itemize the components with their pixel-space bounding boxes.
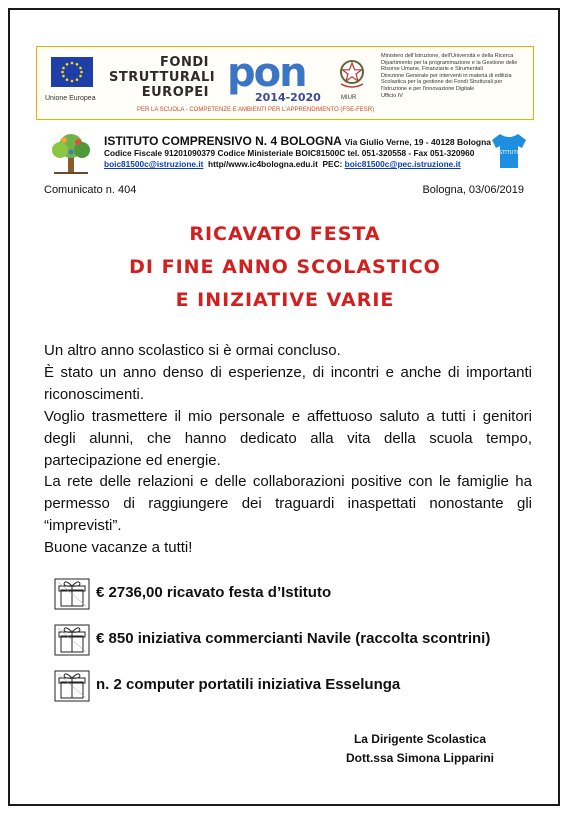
body-paragraph: La rete delle relazioni e delle collaborazioni positive con le famiglie ha permesso di raggiungere dei traguardi inaspettati nonostante gli “imprevisti”.: [44, 473, 532, 535]
tshirt-icon: [488, 132, 530, 170]
signature-role: La Dirigente Scolastica: [353, 732, 487, 746]
school-tree-logo-icon: [44, 130, 98, 176]
italian-emblem-icon: [337, 57, 367, 91]
list-item-text: n. 2 computer portatili iniziativa Esselunga: [96, 676, 401, 693]
ministry-line: Dipartimento per la programmazione e la Gestione delle: [381, 59, 518, 66]
body-paragraph: Un altro anno scolastico si è ormai concluso.: [44, 342, 341, 359]
list-item-text: € 2736,00 ricavato festa d’Istituto: [96, 584, 332, 601]
fondi-line: STRUTTURALI: [109, 70, 216, 85]
school-header: [104, 136, 494, 170]
school-email-link[interactable]: boic81500c@istruzione.it: [104, 159, 204, 169]
title-line: RICAVATO FESTA: [189, 223, 381, 245]
fondi-line: EUROPEI: [141, 85, 209, 100]
school-address: Via Giulio Verne, 19 - 40128 Bologna: [344, 137, 491, 147]
pon-years: 2014-2020: [255, 91, 321, 104]
gift-icon: [54, 670, 90, 702]
eu-label: Unione Europea: [45, 95, 96, 102]
title-line: DI FINE ANNO SCOLASTICO: [129, 256, 441, 278]
ministry-line: Scolastica per la gestione dei Fondi Strutturali per: [381, 79, 503, 86]
tshirt-text: ISTITUTO: [497, 150, 521, 156]
list-item: [54, 674, 534, 720]
ministry-line: Ministero dell'Istruzione, dell'Università e della Ricerca: [381, 53, 514, 59]
signature-name: Dott.ssa Simona Lipparini: [345, 751, 495, 765]
fondi-line: FONDI: [160, 55, 209, 70]
document-date: Bologna, 03/06/2019: [422, 184, 524, 196]
eu-flag-icon: [51, 57, 93, 87]
body-text: [44, 340, 532, 559]
pec-label: PEC:: [322, 159, 343, 169]
ministry-line: l'Istruzione e per l'innovazione Digitale: [381, 85, 475, 92]
pon-logo: [227, 50, 323, 104]
gift-icon: [54, 624, 90, 656]
body-paragraph: Voglio trasmettere il mio personale e affettuoso saluto a tutti i genitori degli alunni, che hanno dedicato alla vita della scuola tempo, partecipazione ed energie.: [44, 407, 532, 469]
school-pec-link[interactable]: boic81500c@pec.istruzione.it: [344, 159, 461, 169]
miur-label: MIUR: [341, 95, 357, 101]
list-item: [54, 628, 534, 674]
pon-logo-text: pon: [227, 50, 306, 96]
comunicato-number: Comunicato n. 404: [44, 184, 137, 196]
signature-block: [300, 730, 540, 768]
body-paragraph: È stato un anno denso di esperienze, di incontri e anche di importanti riconoscimenti.: [44, 363, 532, 403]
list-item-text: € 850 iniziativa commercianti Navile (raccolta scontrini): [96, 630, 491, 647]
ministry-text: [381, 53, 531, 99]
list-item: [54, 582, 534, 628]
school-website[interactable]: http//www.ic4bologna.edu.it: [208, 159, 318, 169]
pon-tagline: PER LA SCUOLA - COMPETENZE E AMBIENTI PER L'APPRENDIMENTO (FSE-FESR): [137, 107, 375, 113]
document-title: [40, 218, 530, 317]
body-paragraph: Buone vacanze a tutti!: [44, 539, 193, 557]
school-codes: Codice Fiscale 91201090379 Codice Ministeriale BOIC81500C tel. 051-320558 - Fax 051-320960: [104, 148, 475, 158]
fondi-strutturali-logo: [109, 55, 216, 100]
gift-icon: [54, 578, 90, 610]
ministry-line: Direzione Generale per interventi in materia di edilizia: [381, 72, 512, 79]
pon-banner: [36, 46, 534, 120]
school-name: ISTITUTO COMPRENSIVO N. 4 BOLOGNA: [104, 134, 342, 148]
ministry-line: Ufficio IV: [381, 92, 403, 99]
title-line: E INIZIATIVE VARIE: [175, 289, 395, 311]
results-list: [54, 582, 534, 720]
ministry-line: Risorse Umane, Finanziarie e Strumentali: [381, 66, 483, 73]
